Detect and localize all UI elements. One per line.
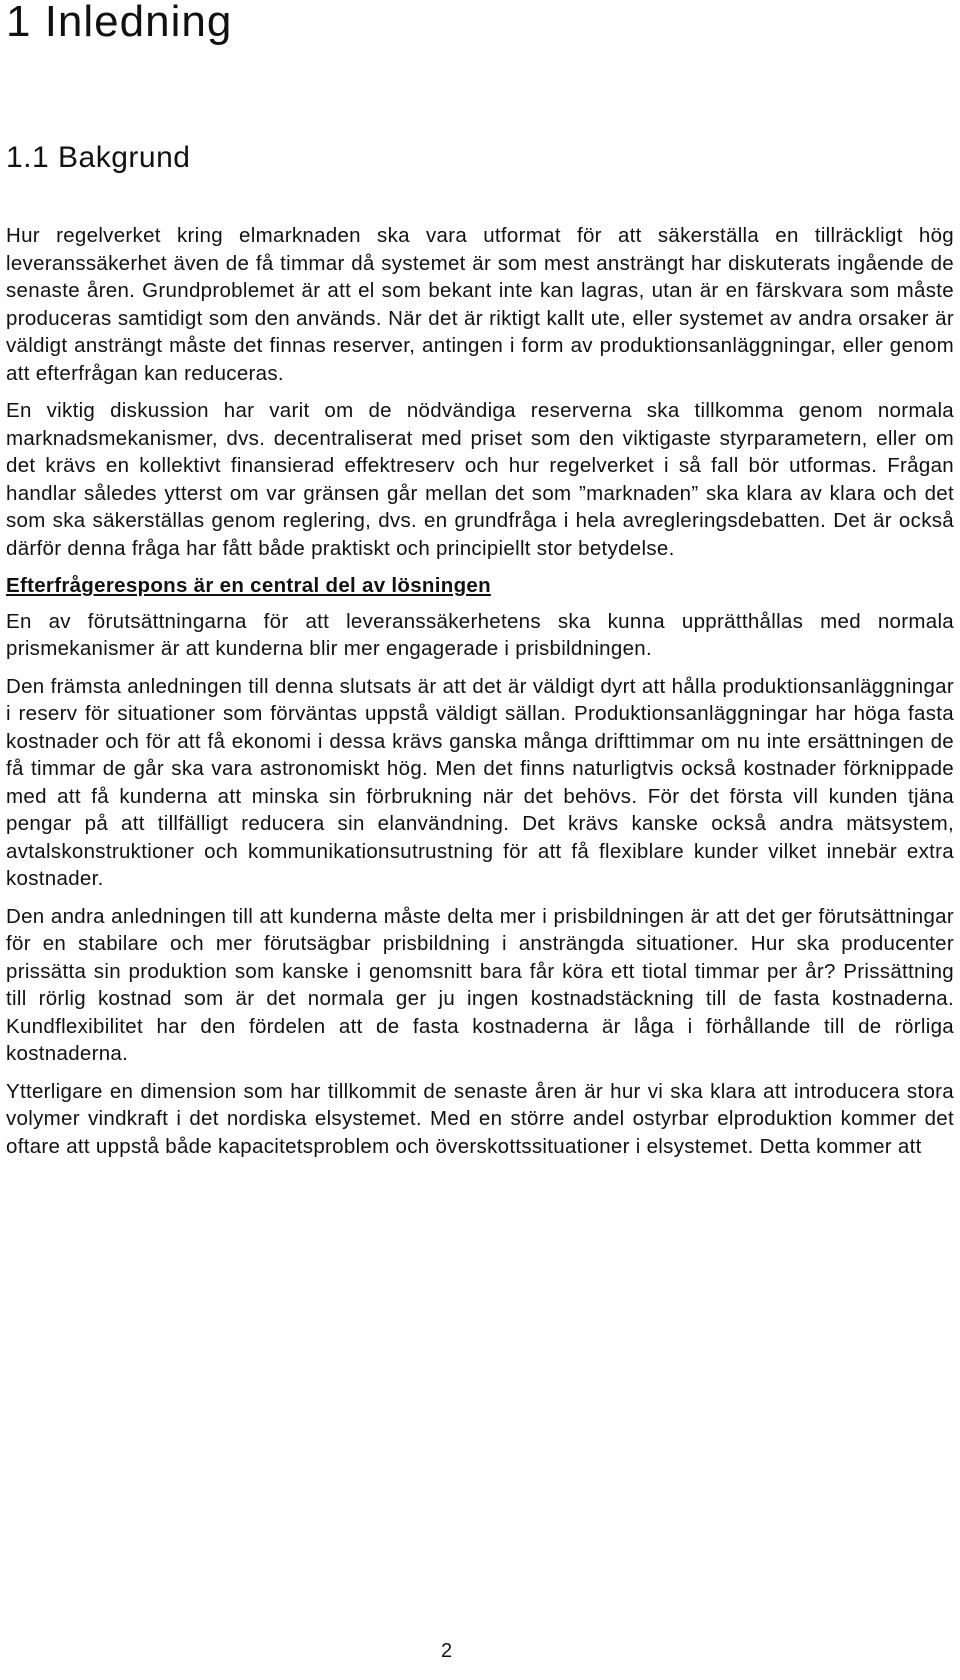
paragraph: En viktig diskussion har varit om de nödvändiga reserverna ska tillkomma genom normala marknadsmekanismer, dvs. decentraliserat med priset som den viktigaste styrparametern, eller om det krävs en kollektivt finansierad effektreserv och hur regelverket i så fall bör utformas. Frågan handlar således ytterst om var gränsen går mellan det som ”marknaden” ska klara av klara och det som ska säkerställas genom reglering, dvs. en grundfråga i hela avregleringsdebatten. Det är också därför denna fråga har fått både praktiskt och principiellt stor betydelse. bbox=[6, 399, 954, 560]
paragraph: Den andra anledningen till att kunderna måste delta mer i prisbildningen är att det ger förutsättningar för en stabilare och mer förutsägbar prisbildning i ansträngda situationer. Hur ska producenter prissätta sin produktion som kanske i genomsnitt bara får köra ett tiotal timmar per år? Prissättning till rörlig kostnad som är det normala ger ju ingen kostnadstäckning till de fasta kostnaderna. Kundflexibilitet har den fördelen att de fasta kostnaderna är låga i förhållande till de rörliga kostnaderna. bbox=[6, 904, 954, 1065]
body-text bbox=[6, 222, 954, 1170]
section-heading: 1.1 Bakgrund bbox=[6, 141, 191, 174]
chapter-heading: 1 Inledning bbox=[6, 0, 233, 46]
paragraph: Den främsta anledningen till denna slutsats är att det är väldigt dyrt att hålla produktionsanläggningar i reserv för situationer som förväntas uppstå väldigt sällan. Produktionsanläggningar har höga fasta kostnader och för att få ekonomi i dessa krävs ganska många drifttimmar om nu inte ersättningen de få timmar de går ska vara astronomiskt hög. Men det finns naturligtvis också kostnader förknippade med att få kunderna att minska sin förbrukning när det behövs. För det första vill kunden tjäna pengar på att tillfälligt reducera sin elanvändning. Det krävs kanske också andra mätsystem, avtalskonstruktioner och kommunikationsutrustning för att få flexiblare kunder vilket innebär extra kostnader. bbox=[6, 674, 954, 890]
page-number: 2 bbox=[441, 1640, 453, 1662]
paragraph: Hur regelverket kring elmarknaden ska vara utformat för att säkerställa en tillräckligt hög leveranssäkerhet även de få timmar då systemet är som mest ansträngt har diskuterats ingående de senaste åren. Grundproblemet är att el som bekant inte kan lagras, utan är en färskvara som måste produceras samtidigt som den används. När det är riktigt kallt ute, eller systemet av andra orsaker är väldigt ansträngt måste det finnas reserver, antingen i form av produktionsanläggningar, eller genom att efterfrågan kan reduceras. bbox=[6, 224, 954, 385]
subsection-title bbox=[6, 572, 954, 600]
paragraph: En av förutsättningarna för att leveranssäkerhetens ska kunna upprätthållas med normala prismekanismer är att kunderna blir mer engagerade i prisbildningen. bbox=[6, 609, 954, 660]
subsection-title-text: Efterfrågerespons är en central del av lösningen bbox=[6, 574, 491, 597]
paragraph: Ytterligare en dimension som har tillkommit de senaste åren är hur vi ska klara att introducera stora volymer vindkraft i det nordiska elsystemet. Med en större andel ostyrbar elproduktion kommer det oftare att uppstå både kapacitetsproblem och överskottssituationer i elsystemet. Detta kommer att bbox=[6, 1079, 954, 1158]
